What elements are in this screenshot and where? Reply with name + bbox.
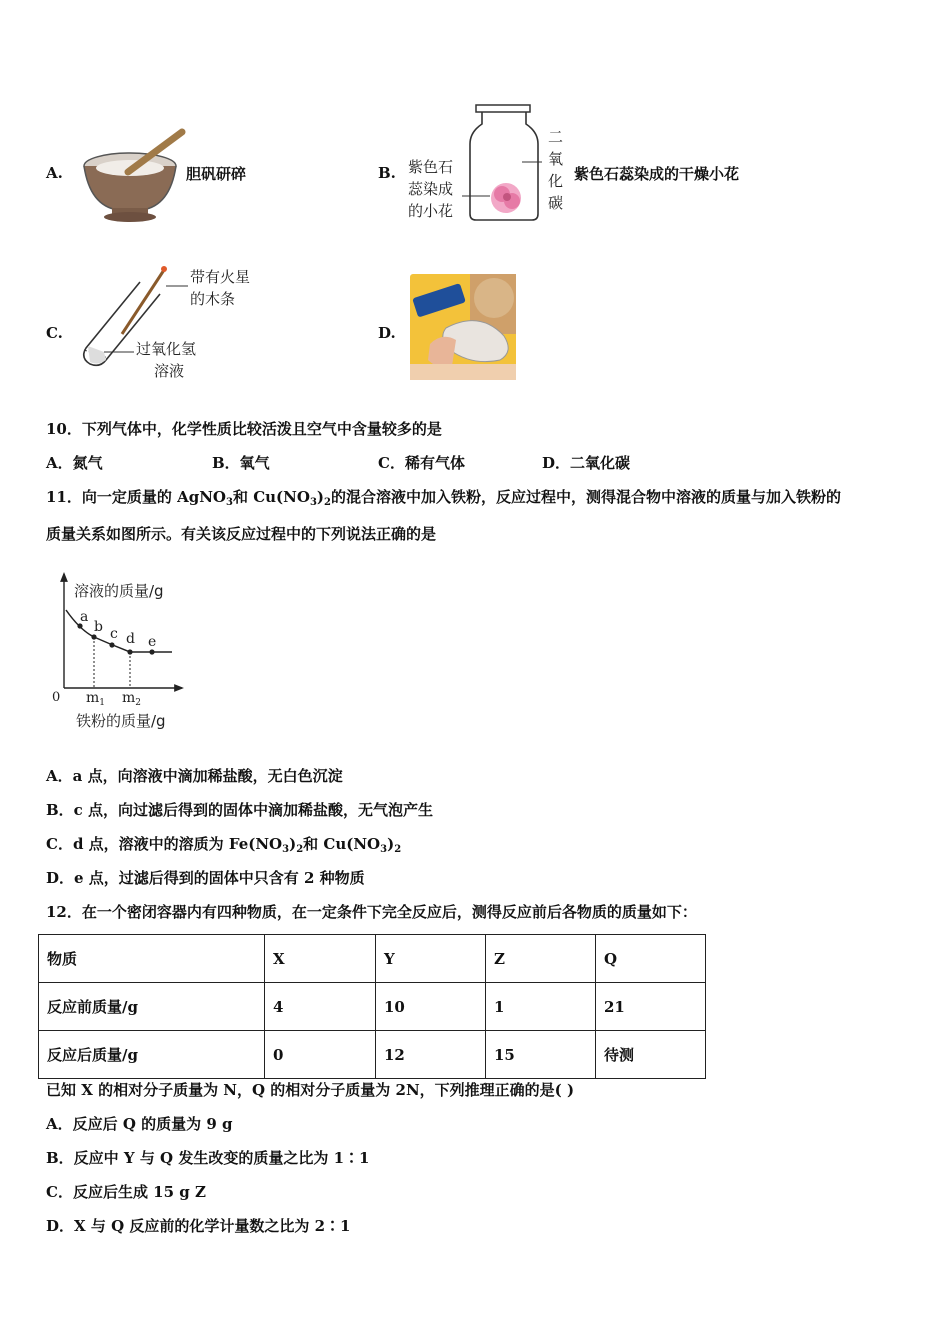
table-cell: 1 xyxy=(486,983,596,1031)
h2o2-label: 过氧化氢 溶液 xyxy=(136,340,197,380)
q12-note: 已知 X 的相对分子质量为 N，Q 的相对分子质量为 2N，下列推理正确的是( ) xyxy=(46,1081,575,1099)
table-header-cell: Q xyxy=(596,935,706,983)
point-d xyxy=(127,649,132,654)
point-b xyxy=(91,634,96,639)
q9-option-b-letter: B. xyxy=(378,164,396,182)
point-b-label: b xyxy=(94,619,103,635)
table-cell: 21 xyxy=(596,983,706,1031)
table-header-row xyxy=(39,935,706,983)
co2-label: 二 氧 化 碳 xyxy=(548,128,564,212)
table-header-cell: 物质 xyxy=(39,935,265,983)
table-header-cell: X xyxy=(265,935,376,983)
solution-mass-chart xyxy=(44,566,194,736)
q12-option-a: A．反应后 Q 的质量为 9 g xyxy=(46,1115,233,1133)
table-cell: 反应前质量/g xyxy=(39,983,265,1031)
mass-table xyxy=(38,934,706,1079)
q9-option-c-letter: C. xyxy=(46,324,63,342)
table-cell: 待测 xyxy=(596,1031,706,1079)
table-header-cell: Y xyxy=(376,935,486,983)
table-cell: 15 xyxy=(486,1031,596,1079)
point-a-label: a xyxy=(80,609,89,625)
jar-with-flower-icon xyxy=(462,102,546,224)
table-cell: 反应后质量/g xyxy=(39,1031,265,1079)
q9-option-a-label: 胆矾研碎 xyxy=(186,165,247,183)
point-e-label: e xyxy=(148,634,157,650)
q11-option-b: B．c 点，向过滤后得到的固体中滴加稀盐酸，无气泡产生 xyxy=(46,801,434,819)
table-cell: 4 xyxy=(265,983,376,1031)
splint-label: 带有火星 的木条 xyxy=(190,268,251,308)
table-row xyxy=(39,1031,706,1079)
origin-label: 0 xyxy=(52,690,61,705)
table-cell: 0 xyxy=(265,1031,376,1079)
q10-stem: 10．下列气体中，化学性质比较活泼且空气中含量较多的是 xyxy=(46,420,442,438)
q11-stem-line2: 质量关系如图所示。有关该反应过程中的下列说法正确的是 xyxy=(46,525,437,543)
q11-option-c: C．d 点，溶液中的溶质为 $Fe(NO_3)_2$和 $Cu(NO_3)_2$ xyxy=(46,835,402,855)
q12-option-c: C．反应后生成 15 g Z xyxy=(46,1183,206,1201)
q10-option-c: C．稀有气体 xyxy=(378,454,465,472)
x-tick-m2: $m_2$ xyxy=(122,690,142,708)
q9-option-d-letter: D. xyxy=(378,324,396,342)
q12-stem: 12．在一个密闭容器内有四种物质，在一定条件下完全反应后，测得反应前后各物质的质量如下： xyxy=(46,903,697,921)
point-e xyxy=(149,649,154,654)
y-axis-label: 溶液的质量/g xyxy=(74,582,164,600)
x-tick-m1: $m_1$ xyxy=(86,690,106,708)
q12-option-d: D．X 与 Q 反应前的化学计量数之比为 2∶1 xyxy=(46,1217,351,1235)
q11-stem-line1: 11．向一定质量的 AgNO$_3$和 $Cu(NO_3)_2$的混合溶液中加入铁粉，反应过程中，测得混合物中溶液的质量与加入铁粉的 xyxy=(46,488,841,508)
point-c xyxy=(109,642,114,647)
q9-option-b-label: 紫色石蕊染成的干燥小花 xyxy=(574,165,740,183)
x-axis-label: 铁粉的质量/g xyxy=(76,712,166,730)
photo-sealing-bag-image xyxy=(410,274,516,380)
q10-option-b: B．氧气 xyxy=(212,454,270,472)
table-header-cell: Z xyxy=(486,935,596,983)
q10-option-d: D．二氧化碳 xyxy=(542,454,631,472)
q10-option-a: A．氮气 xyxy=(46,454,103,472)
point-d-label: d xyxy=(126,631,135,647)
point-c-label: c xyxy=(110,626,118,642)
flower-label: 紫色石 蕊染成 的小花 xyxy=(408,158,454,220)
table-cell: 10 xyxy=(376,983,486,1031)
q12-option-b: B．反应中 Y 与 Q 发生改变的质量之比为 1∶1 xyxy=(46,1149,370,1167)
q11-option-a: A．a 点，向溶液中滴加稀盐酸，无白色沉淀 xyxy=(46,767,343,785)
mortar-pestle-icon xyxy=(78,126,188,222)
table-row xyxy=(39,983,706,1031)
q11-option-d: D．e 点，过滤后得到的固体中只含有 2 种物质 xyxy=(46,869,365,887)
q9-option-a-letter: A. xyxy=(46,164,63,182)
table-cell: 12 xyxy=(376,1031,486,1079)
